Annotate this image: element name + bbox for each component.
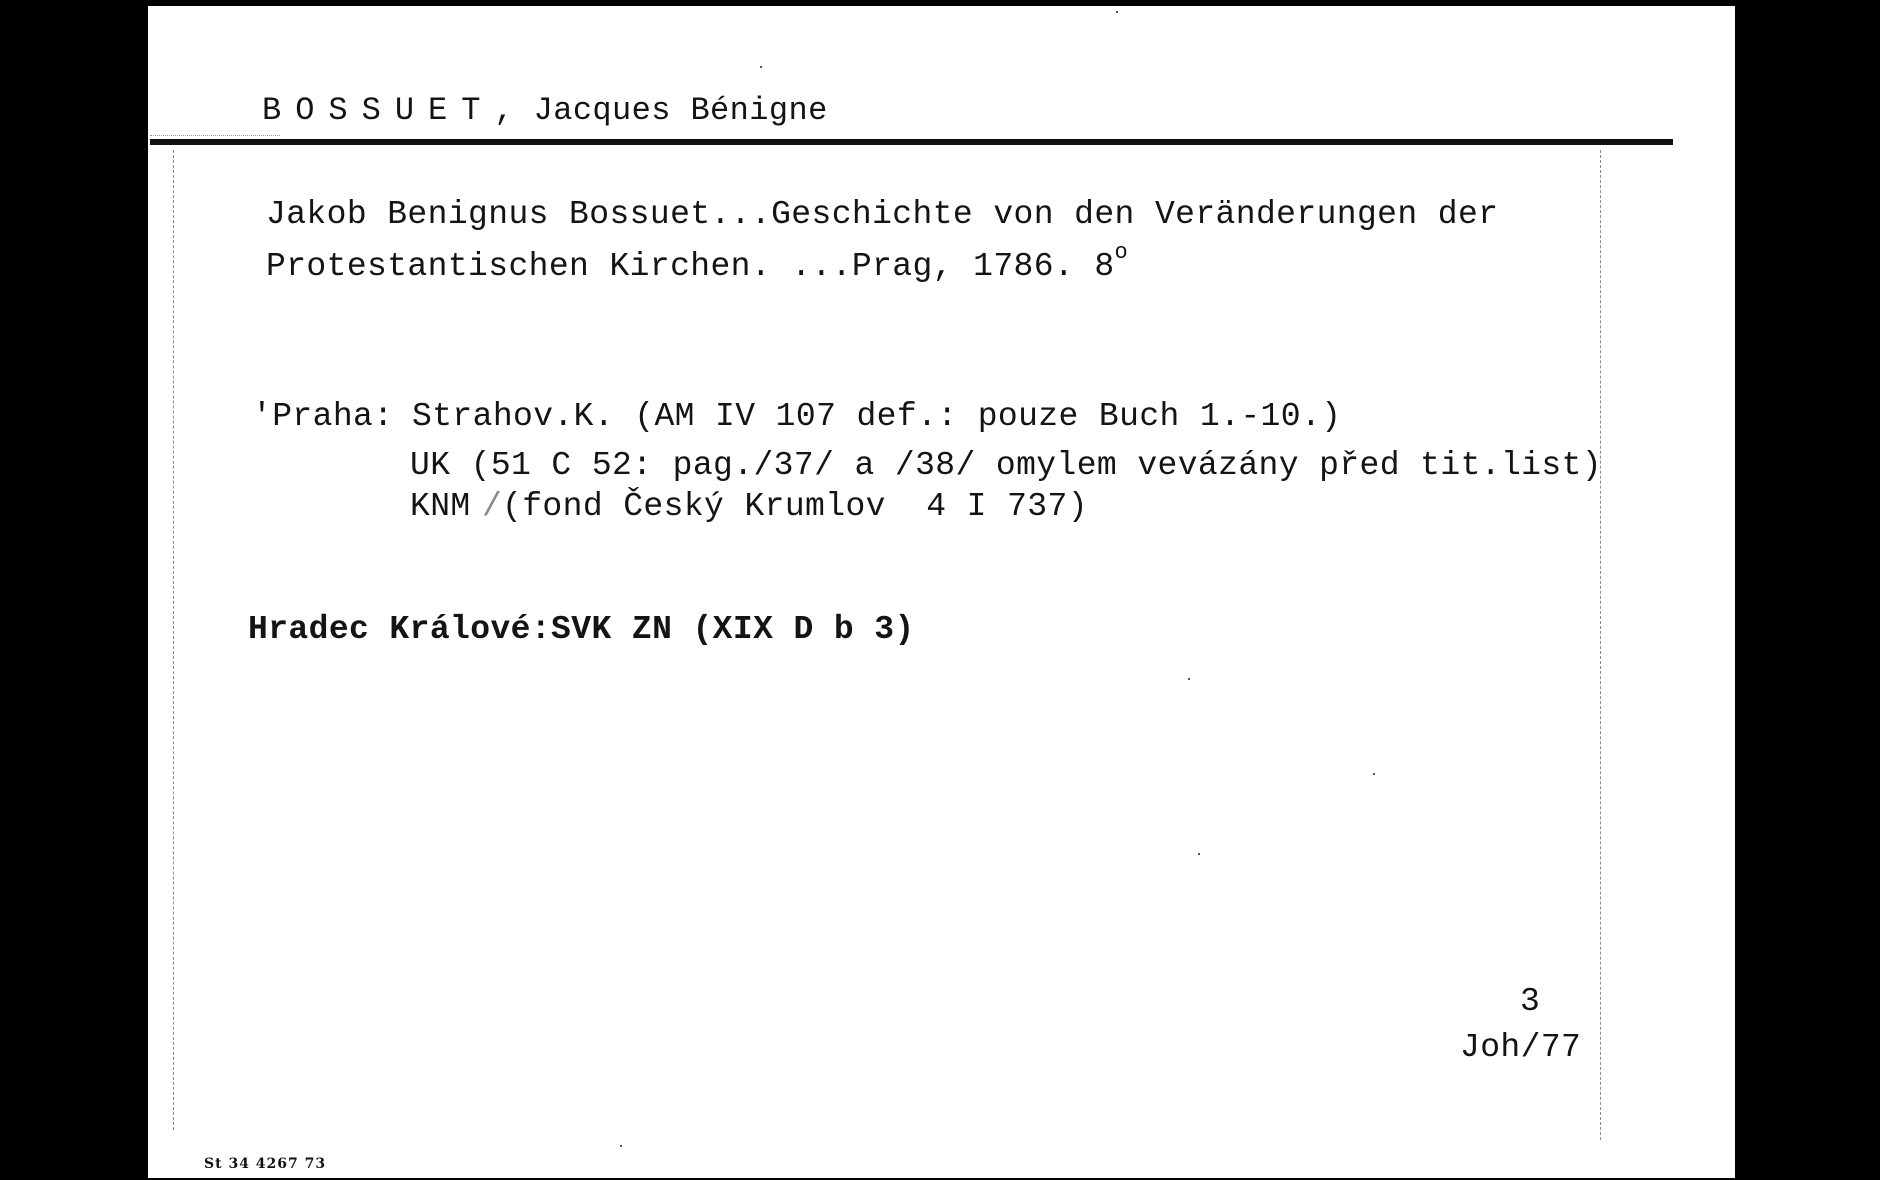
speck bbox=[1188, 678, 1190, 680]
holding-knm-prefix: KNM bbox=[410, 488, 471, 525]
heading-surname: BOSSUET bbox=[262, 92, 495, 129]
speck bbox=[760, 66, 762, 68]
header-rule bbox=[150, 139, 1673, 145]
holding-location-praha: 'Praha: bbox=[252, 398, 394, 435]
cataloguer-code: Joh/77 bbox=[1460, 1029, 1582, 1066]
print-code: St 34 4267 73 bbox=[204, 1156, 327, 1172]
title-line-1: Jakob Benignus Bossuet...Geschichte von den Veränderungen der bbox=[266, 196, 1499, 233]
heading-given-names: , Jacques Bénigne bbox=[494, 92, 828, 129]
title-line-2-text: Protestantischen Kirchen. ...Prag, 1786. 8 bbox=[266, 248, 1115, 285]
holding-strahov: Strahov.K. (AM IV 107 def.: pouze Buch 1.-10.) bbox=[412, 398, 1342, 435]
right-margin-rule bbox=[1600, 150, 1601, 1140]
handwritten-mark: / bbox=[482, 488, 502, 525]
speck bbox=[1198, 853, 1200, 855]
left-margin-rule bbox=[173, 150, 174, 1130]
holding-uk: UK (51 C 52: pag./37/ a /38/ omylem vevázány před tit.list) bbox=[410, 447, 1602, 484]
card-heading bbox=[262, 92, 828, 129]
holding-knm: (fond Český Krumlov 4 I 737) bbox=[502, 488, 1088, 525]
speck bbox=[1116, 11, 1118, 13]
holding-hradec-kralove: Hradec Králové:SVK ZN (XIX D b 3) bbox=[248, 611, 915, 648]
speck bbox=[1373, 773, 1375, 775]
format-degree-superscript: o bbox=[1114, 240, 1129, 265]
catalog-card bbox=[148, 6, 1735, 1178]
speck bbox=[620, 1145, 622, 1147]
top-dotted-rule bbox=[150, 135, 280, 136]
copy-count: 3 bbox=[1520, 983, 1541, 1020]
title-line-2 bbox=[266, 240, 1129, 285]
